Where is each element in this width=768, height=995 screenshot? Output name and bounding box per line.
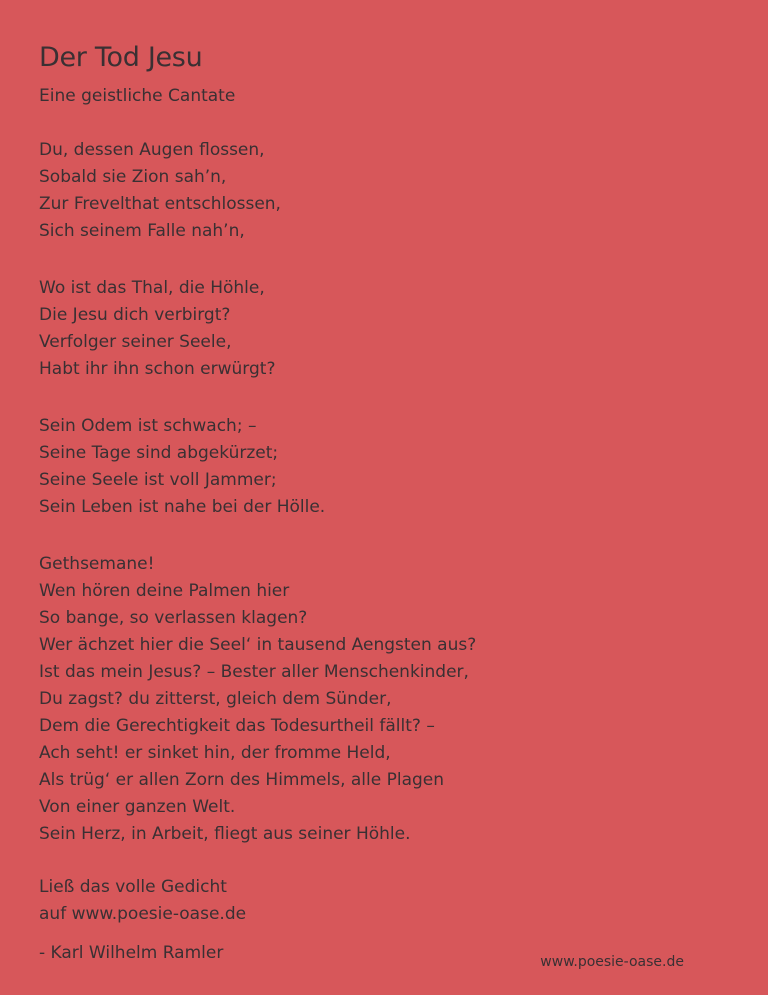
poem-line: So bange, so verlassen klagen? — [39, 608, 308, 628]
cta-line: Ließ das volle Gedicht — [39, 877, 227, 897]
poem-line: Sein Odem ist schwach; – — [39, 416, 257, 436]
poem-line: Seine Tage sind abgekürzet; — [39, 443, 279, 463]
poem-line: Du, dessen Augen flossen, — [39, 140, 265, 160]
poem-line: Seine Seele ist voll Jammer; — [39, 470, 277, 490]
stanza-3 — [39, 413, 729, 521]
poem-line: Als trüg‘ er allen Zorn des Himmels, alle Plagen — [39, 770, 445, 790]
read-full-poem-note — [39, 874, 729, 928]
poem-author: - Karl Wilhelm Ramler — [39, 943, 224, 963]
poem-page — [39, 40, 729, 964]
poem-line: Von einer ganzen Welt. — [39, 797, 236, 817]
stanza-2 — [39, 275, 729, 383]
footer-url: www.poesie-oase.de — [540, 954, 684, 970]
poem-line: Dem die Gerechtigkeit das Todesurtheil fällt? – — [39, 716, 435, 736]
poem-line: Ist das mein Jesus? – Bester aller Menschenkinder, — [39, 662, 469, 682]
poem-line: Sobald sie Zion sah’n, — [39, 167, 227, 187]
stanza-1 — [39, 137, 729, 245]
poem-line: Verfolger seiner Seele, — [39, 332, 232, 352]
poem-line: Zur Frevelthat entschlossen, — [39, 194, 281, 214]
poem-line: Wen hören deine Palmen hier — [39, 581, 290, 601]
poem-subtitle: Eine geistliche Cantate — [39, 86, 236, 106]
poem-line: Wer ächzet hier die Seel‘ in tausend Aengsten aus? — [39, 635, 477, 655]
poem-line: Ach seht! er sinket hin, der fromme Held, — [39, 743, 391, 763]
poem-line: Sein Leben ist nahe bei der Hölle. — [39, 497, 326, 517]
cta-line: auf www.poesie-oase.de — [39, 904, 247, 924]
poem-line: Habt ihr ihn schon erwürgt? — [39, 359, 276, 379]
poem-line: Sich seinem Falle nah’n, — [39, 221, 245, 241]
poem-line: Die Jesu dich verbirgt? — [39, 305, 231, 325]
poem-line: Du zagst? du zitterst, gleich dem Sünder, — [39, 689, 392, 709]
stanza-4 — [39, 551, 729, 848]
poem-line: Gethsemane! — [39, 554, 155, 574]
poem-title: Der Tod Jesu — [39, 42, 203, 73]
poem-line: Wo ist das Thal, die Höhle, — [39, 278, 265, 298]
poem-line: Sein Herz, in Arbeit, fliegt aus seiner Höhle. — [39, 824, 411, 844]
